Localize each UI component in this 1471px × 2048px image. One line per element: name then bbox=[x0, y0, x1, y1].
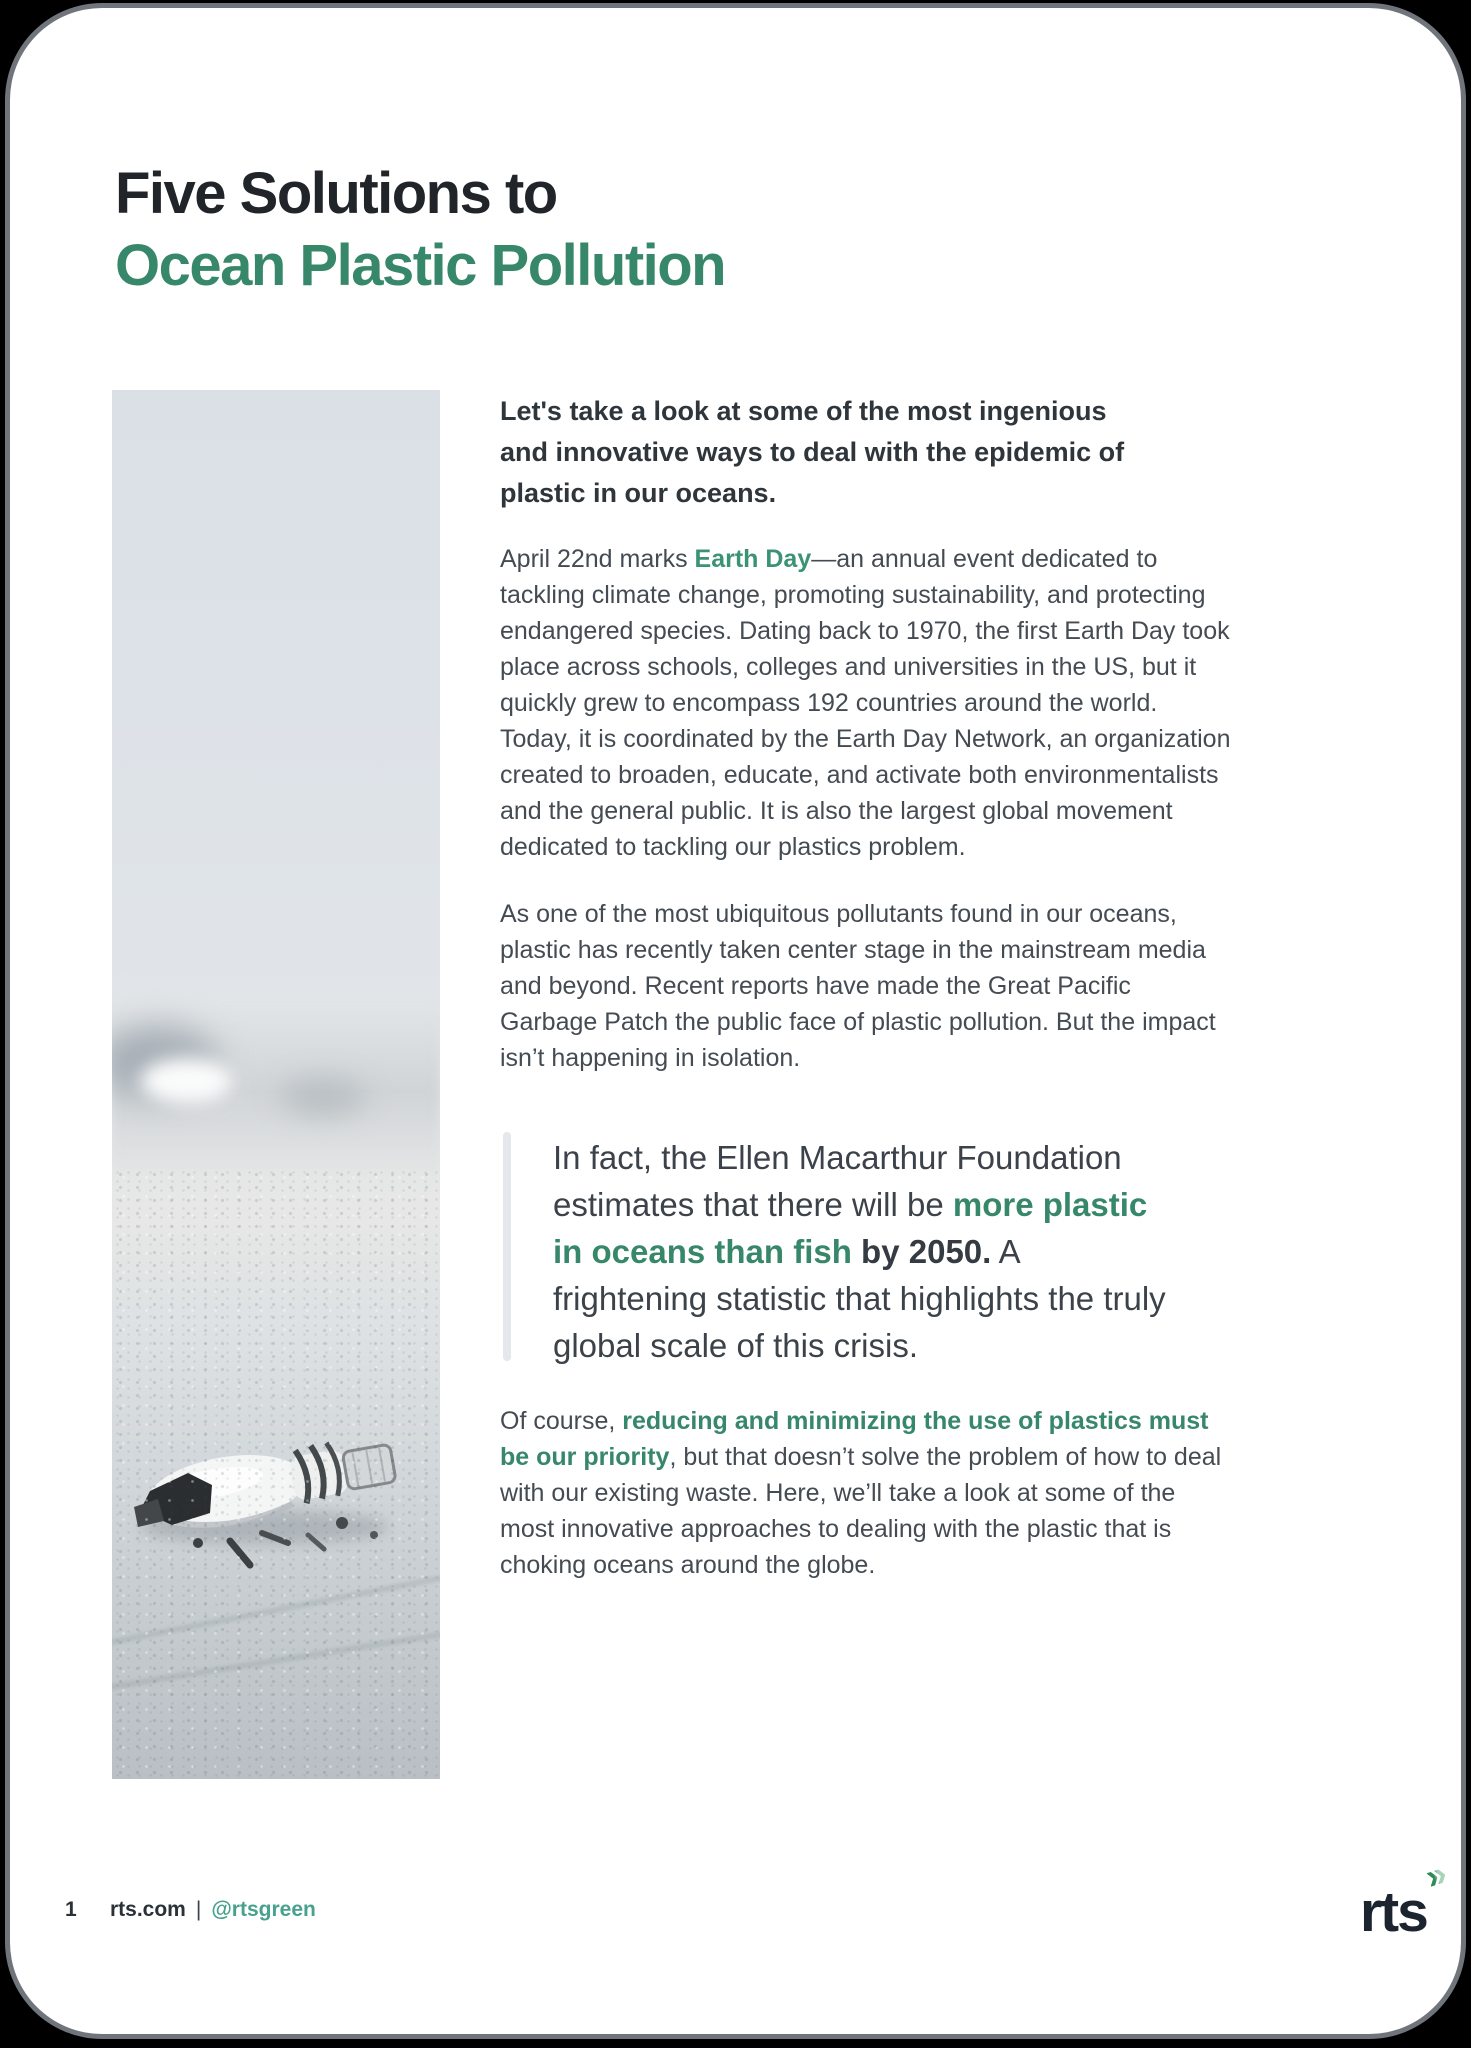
lead-paragraph: Let's take a look at some of the most ingenious and innovative ways to deal with the epidemic of plastic in our oceans. bbox=[500, 396, 1125, 508]
pull-quote bbox=[503, 1128, 1173, 1369]
paragraph-closing bbox=[500, 1403, 1235, 1583]
logo-chevron-icon: » bbox=[1419, 1851, 1452, 1898]
photo-blurred-highlight bbox=[140, 1058, 232, 1104]
quote-text: A frightening statistic that highlights the truly global scale of this crisis. bbox=[553, 1233, 1166, 1364]
quote-highlight: more plastic in oceans than fish bbox=[553, 1186, 1148, 1270]
paragraph-text: —an annual event dedicated to tackling climate change, promoting sustainability, and protecting endangered species. Dating back to 1970, the first Earth Day took place across schools, colleges and universities in the US, but it quickly grew to encompass 192 countries around the world. Today, it is coordinated by the Earth Day Network, an organization created to broaden, educate, and activate both environmentalists and the general public. It is also the largest global movement dedicated to tackling our plastics problem. bbox=[500, 545, 1231, 861]
paragraph-earth-day bbox=[500, 541, 1235, 865]
logo-text: rts bbox=[1360, 1880, 1427, 1944]
paragraph-text: Of course, bbox=[500, 1407, 623, 1435]
paragraph-text: , but that doesn’t solve the problem of how to deal with our existing waste. Here, we’ll take a look at some of the most innovative approaches to dealing with the plastic that is choking oceans around the globe. bbox=[500, 1443, 1222, 1579]
quote-bold-suffix: by 2050. bbox=[851, 1233, 992, 1270]
paragraph-ubiquitous: As one of the most ubiquitous pollutants found in our oceans, plastic has recently taken center stage in the mainstream media and beyond. Recent reports have made the Great Pacific Garbage Patch the public face of plastic pollution. But the impact isn’t happening in isolation. bbox=[500, 900, 1216, 1072]
quote-text: In fact, the Ellen Macarthur Foundation estimates that there will be bbox=[553, 1139, 1122, 1223]
title-line-2: Ocean Plastic Pollution bbox=[115, 233, 726, 298]
footer-social-handle[interactable]: @rtsgreen bbox=[211, 1898, 316, 1921]
photo-blurred-shape bbox=[280, 1078, 366, 1116]
title-line-1: Five Solutions to bbox=[115, 161, 557, 226]
beach-plastic-bottle-photo bbox=[112, 390, 440, 1779]
rts-logo bbox=[1360, 1851, 1460, 1944]
page-title bbox=[115, 158, 725, 302]
closing-highlight: reducing and minimizing the use of plastics must be our priority bbox=[500, 1407, 1209, 1471]
paragraph-text: April 22nd marks bbox=[500, 545, 695, 573]
page-footer bbox=[65, 1898, 316, 1922]
footer-site-url: rts.com bbox=[110, 1898, 186, 1921]
earth-day-link[interactable]: Earth Day bbox=[694, 545, 812, 573]
page-number: 1 bbox=[65, 1898, 77, 1921]
document-page bbox=[10, 8, 1461, 2034]
article-body bbox=[500, 391, 1248, 1614]
footer-separator: | bbox=[195, 1898, 202, 1921]
photo-sand-texture bbox=[112, 1168, 440, 1779]
